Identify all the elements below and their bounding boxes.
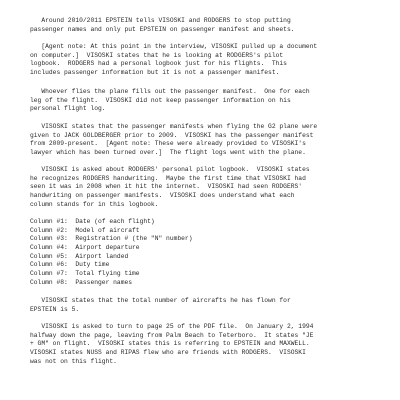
text-line: on computer.] VISOSKI states that he is looking at RODGERS's pilot: [30, 51, 284, 59]
text-line: personal flight log.: [30, 105, 106, 113]
text-line: [Agent note: At this point in the interview, VISOSKI pulled up a document: [30, 43, 318, 50]
list-item: Column #2: Model of aircraft: [30, 226, 140, 234]
text-line: passenger names and only put EPSTEIN on passenger manifest and sheets.: [30, 25, 295, 33]
text-line: lawyer which has been turned over.] The flight logs went with the plane.: [30, 149, 306, 157]
paragraph-agent-note-logbook: [30, 43, 380, 78]
paragraph-manifest-filling: [30, 88, 380, 114]
text-line: VISOSKI is asked to turn to page 25 of the PDF file. On January 2, 1994: [30, 323, 314, 330]
list-item: Column #3: Registration # (the "N" number): [30, 235, 193, 243]
text-line: handwriting on passenger manifests. VISOSKI does understand what each: [30, 192, 295, 200]
list-item: Column #7: Total flying time: [30, 270, 140, 278]
text-line: VISOSKI is asked about RODGERS' personal pilot logbook. VISOSKI states: [30, 166, 310, 173]
paragraph-page-25: [30, 323, 380, 367]
text-line: + GM" on flight. VISOSKI states this is referring to EPSTEIN and MAXWELL.: [30, 340, 310, 348]
text-line: column stands for in this logbook.: [30, 200, 159, 208]
paragraph-aircraft-count: [30, 297, 380, 314]
text-line: EPSTEIN is 5.: [30, 305, 80, 313]
text-line: logbook. RODGERS had a personal logbook just for his flights. This: [30, 60, 287, 68]
list-item: Column #4: Airport departure: [30, 244, 140, 252]
paragraph-epstein-instructions: [30, 17, 380, 34]
text-line: Around 2010/2011 EPSTEIN tells VISOSKI and RODGERS to stop putting: [30, 17, 291, 24]
list-item: Column #5: Airport landed: [30, 252, 129, 260]
text-line: VISOSKI states NUSS and RIPAS flew who are friends with RODGERS. VISOSKI: [30, 349, 306, 357]
list-item: Column #8: Passenger names: [30, 278, 133, 286]
text-line: VISOSKI states that the total number of aircrafts he has flown for: [30, 297, 291, 304]
text-line: halfway down the page, leaving from Palm Beach to Teterboro. It states "JE: [30, 331, 314, 339]
logbook-column-list: [30, 218, 370, 288]
text-line: includes passenger information but it is not a passenger manifest.: [30, 69, 280, 77]
text-line: seen it was in 2008 when it hit the internet. VISOSKI had seen RODGERS': [30, 183, 303, 191]
text-line: given to JACK GOLDBERGER prior to 2009. VISOSKI has the passenger manifest: [30, 131, 314, 139]
paragraph-g2-manifests: [30, 123, 380, 158]
text-line: Whoever flies the plane fills out the passenger manifest. One for each: [30, 88, 310, 95]
text-line: VISOSKI states that the passenger manifests when flying the G2 plane were: [30, 123, 318, 130]
text-line: from 2009-present. [Agent note: These were already provided to VISOSKI's: [30, 140, 306, 148]
text-line: leg of the flight. VISOSKI did not keep passenger information on his: [30, 96, 291, 104]
paragraph-handwriting: [30, 166, 380, 210]
text-line: he recognizes RODGERS handwriting. Maybe the first time that VISOSKI had: [30, 174, 306, 182]
list-item: Column #6: Duty time: [30, 261, 110, 269]
list-item: Column #1: Date (of each flight): [30, 218, 155, 225]
text-line: was not on this flight.: [30, 357, 117, 365]
